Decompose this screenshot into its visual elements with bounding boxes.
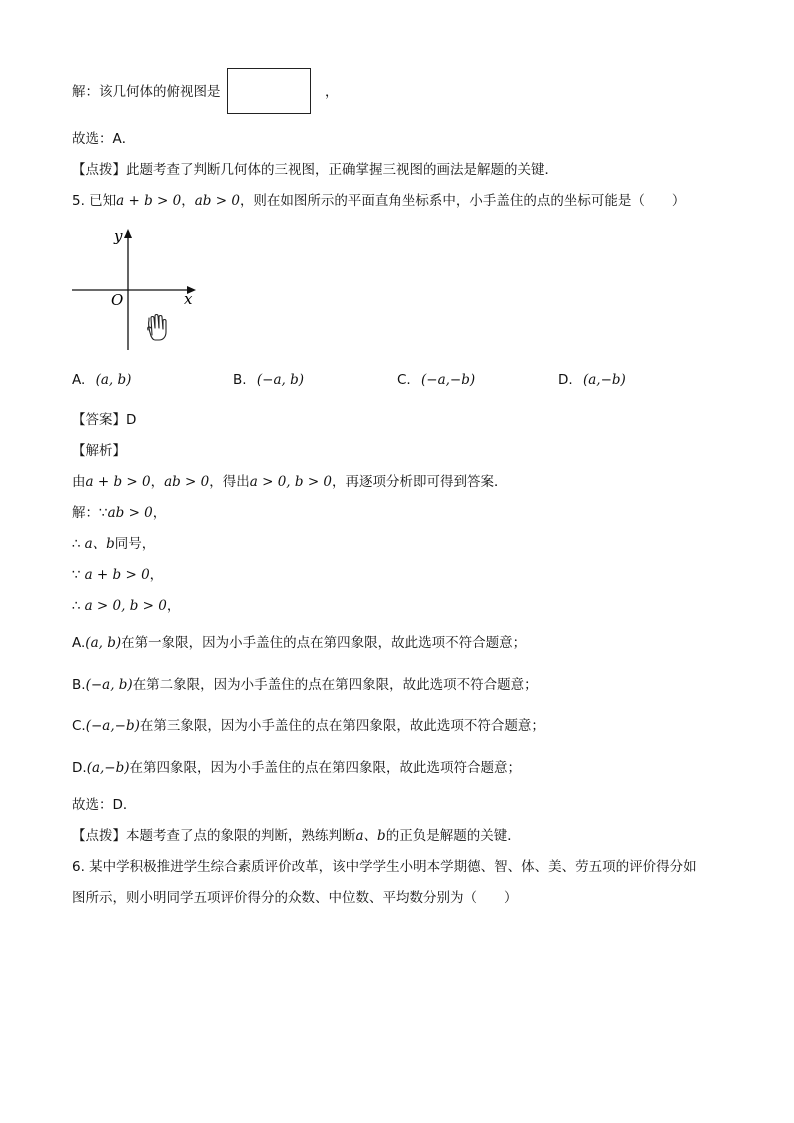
- hand-icon: [148, 315, 166, 341]
- item-d-key: D.: [72, 760, 87, 776]
- solution-line-2: [72, 534, 155, 554]
- item-c-line: [72, 716, 545, 736]
- q5-prefix: 5. 已知: [72, 193, 117, 209]
- q5-cond1: a + b > 0: [116, 193, 182, 209]
- analysis-line: [72, 472, 508, 492]
- y-label: y: [114, 227, 123, 245]
- sol-3c: ，: [149, 567, 164, 583]
- item-c-value: (−a,−b): [85, 718, 140, 734]
- answer: 【答案】D: [72, 412, 137, 428]
- q4-comment: 【点拨】此题考查了判断几何体的三视图，正确掌握三视图的画法是解题的关键．: [72, 162, 558, 178]
- coordinate-figure: [66, 224, 206, 356]
- item-d-line: [72, 758, 521, 778]
- option-b: [233, 372, 304, 388]
- q5-choice: 故选：D．: [72, 797, 137, 813]
- q6-line-2: 图所示，则小明同学五项评价得分的众数、中位数、平均数分别为（ ）: [72, 890, 518, 906]
- sol-2b: a、b: [84, 536, 115, 552]
- q5-comment-a: 【点拨】本题考查了点的象限的判断，熟练判断: [72, 828, 356, 844]
- option-d: [558, 372, 626, 388]
- intro-tail: ，: [325, 84, 339, 100]
- option-b-value: (−a, b): [256, 372, 304, 388]
- analysis-a: 由: [72, 474, 86, 490]
- q5-stem: [72, 191, 685, 211]
- q5-cond2: ab > 0: [194, 193, 240, 209]
- sol-4c: ，: [166, 598, 181, 614]
- intro-line: [72, 82, 221, 102]
- item-a-key: A.: [72, 635, 86, 651]
- origin-label: O: [111, 291, 124, 309]
- option-d-key: D.: [558, 372, 573, 388]
- solution-line-1: [72, 503, 166, 523]
- item-a-value: (a, b): [85, 635, 122, 651]
- option-c-value: (−a,−b): [421, 372, 476, 388]
- analysis-c: ，: [150, 474, 165, 490]
- sol-3a: ∵: [72, 567, 81, 583]
- analysis-e: ，得出: [209, 474, 250, 490]
- option-a-value: (a, b): [95, 372, 132, 388]
- analysis-g: ，再逐项分析即可得到答案．: [332, 474, 508, 490]
- solution-line-3: [72, 565, 163, 585]
- sol-1b: ab > 0: [107, 505, 153, 521]
- q5-comment-b: a、b: [355, 828, 386, 844]
- item-b-key: B.: [72, 677, 86, 693]
- q4-choice: 故选：A．: [72, 131, 136, 147]
- y-arrow-icon: [124, 229, 132, 238]
- sol-1a: 解：∵: [72, 505, 108, 521]
- option-c: [397, 372, 475, 388]
- sol-1c: ，: [152, 505, 167, 521]
- item-c-text: 在第三象限，因为小手盖住的点在第四象限，故此选项不符合题意；: [139, 718, 545, 734]
- q5-rest: ，则在如图所示的平面直角坐标系中，小手盖住的点的坐标可能是（ ）: [239, 193, 686, 209]
- option-a-key: A.: [72, 372, 86, 388]
- analysis-d: ab > 0: [164, 474, 210, 490]
- analysis-heading: 【解析】: [72, 443, 126, 459]
- option-c-key: C.: [397, 372, 411, 388]
- q5-comment-c: 的正负是解题的关键．: [385, 828, 521, 844]
- sol-2c: 同号，: [114, 536, 156, 552]
- analysis-b: a + b > 0: [85, 474, 151, 490]
- item-b-value: (−a, b): [85, 677, 133, 693]
- item-d-text: 在第四象限，因为小手盖住的点在第四象限，故此选项符合题意；: [129, 760, 522, 776]
- item-d-value: (a,−b): [86, 760, 130, 776]
- solution-line-4: [72, 596, 180, 616]
- q5-sep: ，: [181, 193, 195, 209]
- item-a-line: [72, 633, 526, 653]
- x-label: x: [184, 290, 193, 308]
- q5-comment: [72, 826, 521, 846]
- top-view-rectangle: [227, 68, 311, 114]
- q6-line-1: 6. 某中学积极推进学生综合素质评价改革，该中学学生小明本学期德、智、体、美、劳五项的评价得分如: [72, 859, 697, 875]
- sol-4b: a > 0, b > 0: [84, 598, 167, 614]
- item-b-line: [72, 675, 538, 695]
- analysis-f: a > 0, b > 0: [249, 474, 333, 490]
- sol-2a: ∴: [72, 536, 81, 552]
- item-a-text: 在第一象限，因为小手盖住的点在第四象限，故此选项不符合题意；: [121, 635, 527, 651]
- option-b-key: B.: [233, 372, 247, 388]
- item-b-text: 在第二象限，因为小手盖住的点在第四象限，故此选项不符合题意；: [132, 677, 538, 693]
- sol-4a: ∴: [72, 598, 81, 614]
- intro-text: 解：该几何体的俯视图是: [72, 84, 221, 100]
- item-c-key: C.: [72, 718, 86, 734]
- sol-3b: a + b > 0: [84, 567, 150, 583]
- option-a: [72, 372, 131, 388]
- option-d-value: (a,−b): [582, 372, 626, 388]
